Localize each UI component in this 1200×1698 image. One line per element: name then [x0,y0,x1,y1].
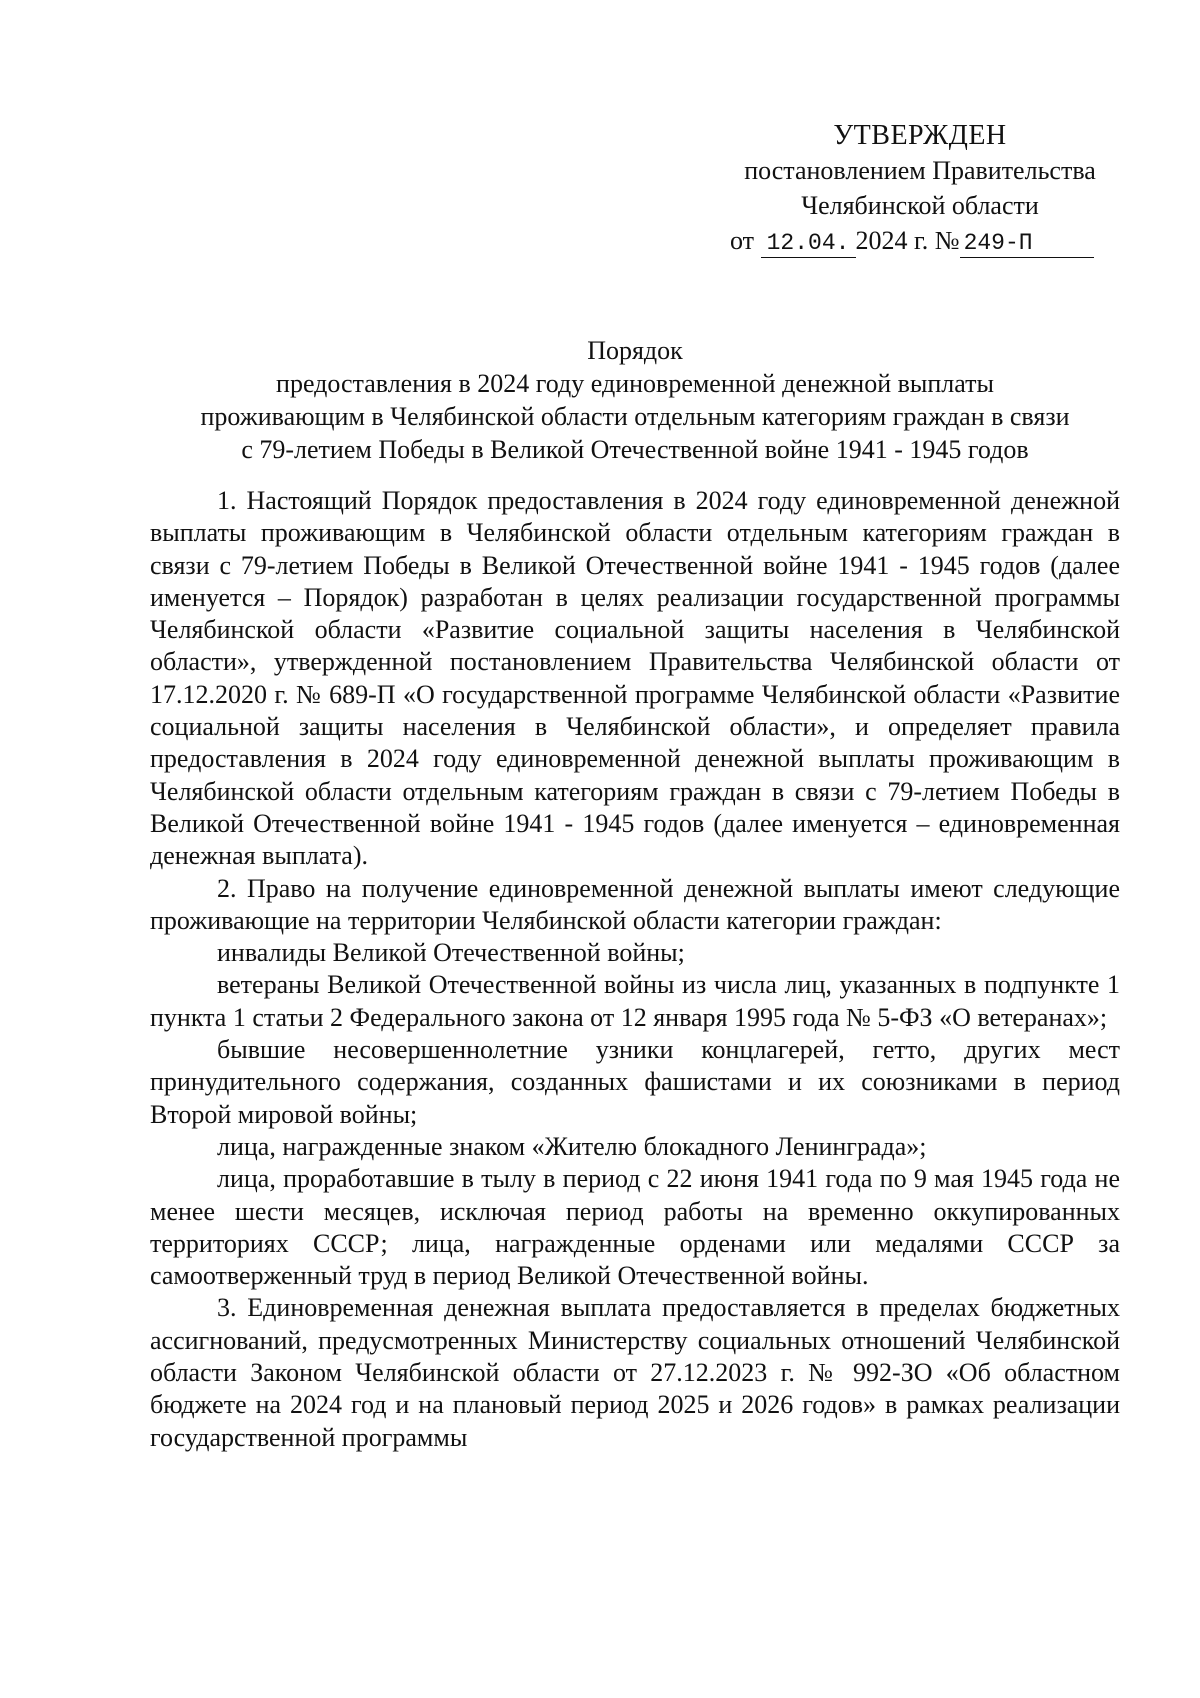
approval-line-1: постановлением Правительства [744,156,1096,185]
approval-block [700,118,1140,258]
approval-date-value: 12.04. [761,229,856,258]
title-heading: Порядок [587,336,683,365]
approval-dateline [700,223,1140,258]
approval-line-2: Челябинской области [801,191,1039,220]
approval-year-text: 2024 г. № [855,226,960,255]
paragraph-category-5: лица, проработавшие в тылу в период с 22 июня 1941 года по 9 мая 1945 года не менее шести месяцев, исключая период работы на временно оккупированных территориях СССР; лица, награжденные орденами или медалями СССР за самоотверженный труд в период Великой Отечественной войны. [150,1164,1120,1291]
paragraph-1: 1. Настоящий Порядок предоставления в 2024 году единовременной денежной выплаты проживающим в Челябинской области отдельным категориям граждан в связи с 79-летием Победы в Великой Отечественной войне 1941 - 1945 годов (далее именуется – Порядок) разработан в целях реализации государственной программы Челябинской области «Развитие социальной защиты населения в Челябинской области», утвержденной постановлением Правительства Челябинской области от 17.12.2020 г. № 689-П «О государственной программе Челябинской области «Развитие социальной защиты населения в Челябинской области», и определяет правила предоставления в 2024 году единовременной денежной выплаты проживающим в Челябинской области отдельным категориям граждан в связи с 79-летием Победы в Великой Отечественной войне 1941 - 1945 годов (далее именуется – единовременная денежная выплата). [150,486,1120,871]
paragraph-2: 2. Право на получение единовременной денежной выплаты имеют следующие проживающие на территории Челябинской области категории граждан: [150,873,1120,935]
document-body [150,485,1120,1454]
title-line-1: предоставления в 2024 году единовременной денежной выплаты [276,369,994,398]
paragraph-category-3: бывшие несовершеннолетние узники концлагерей, гетто, других мест принудительного содержания, созданных фашистами и их союзниками в период Второй мировой войны; [150,1035,1120,1129]
approval-number-value: 249-П [960,229,1094,258]
paragraph-3: 3. Единовременная денежная выплата предоставляется в пределах бюджетных ассигнований, предусмотренных Министерству социальных отношений Челябинской области Законом Челябинской области от 27.12.2023 г. № 992-ЗО «Об областном бюджете на 2024 год и на плановый период 2025 и 2026 годов» в рамках реализации государственной программы [150,1293,1120,1452]
paragraph-category-1: инвалиды Великой Отечественной войны; [217,938,685,968]
document-title [150,334,1120,466]
title-line-2: проживающим в Челябинской области отдельным категориям граждан в связи [200,402,1070,431]
title-line-3: с 79-летием Победы в Великой Отечественной войне 1941 - 1945 годов [241,435,1029,464]
paragraph-category-2: ветераны Великой Отечественной войны из числа лиц, указанных в подпункте 1 пункта 1 статьи 2 Федерального закона от 12 января 1995 года № 5-ФЗ «О ветеранах»; [150,970,1120,1032]
approval-stamp: УТВЕРЖДЕН [833,120,1007,151]
approval-from-label: от [730,226,755,255]
paragraph-category-4: лица, награжденные знаком «Жителю блокадного Ленинграда»; [217,1131,927,1161]
